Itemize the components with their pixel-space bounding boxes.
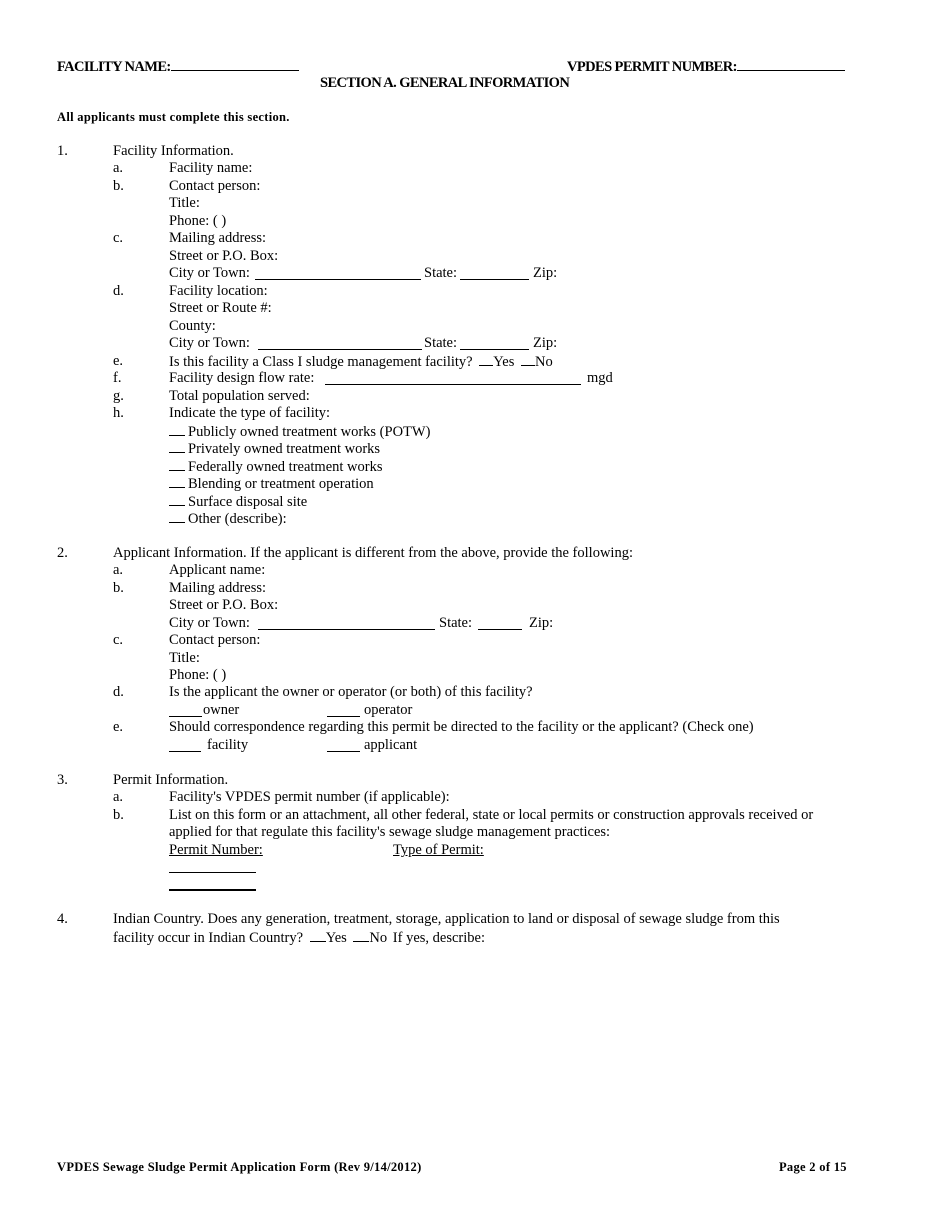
q1b-phone: Phone: ( ) (169, 213, 227, 229)
q1e-no-label: No (534, 354, 553, 370)
q3b-letter: b. (113, 807, 124, 823)
q4-line2: facility occur in Indian Country? Yes No If yes, describe: (113, 930, 485, 946)
q1d-city-blank[interactable] (258, 349, 422, 350)
checkbox-blank[interactable] (169, 458, 185, 471)
applicant-choice-label: applicant (364, 737, 418, 753)
q1e-yes-label: Yes (493, 354, 515, 370)
q1e-no-blank[interactable] (521, 353, 535, 366)
q2c-label: Contact person: (169, 632, 261, 648)
q1c-letter: c. (113, 230, 124, 246)
q1e-question: Is this facility a Class I sludge management facility? Yes No (169, 354, 553, 370)
checkbox-blank[interactable] (169, 423, 185, 436)
q2b-city-blank[interactable] (258, 629, 435, 630)
q2b-letter: b. (113, 580, 124, 596)
facility-type-option[interactable]: Other (describe): (169, 510, 287, 528)
q2-number: 2. (57, 545, 68, 561)
q1c-zip-label: Zip: (533, 265, 558, 281)
section-title: SECTION A. GENERAL INFORMATION (320, 75, 570, 91)
q1b-title: Title: (169, 195, 200, 211)
q4-number: 4. (57, 911, 68, 927)
q4-yes-blank[interactable] (310, 929, 326, 942)
footer-form-title: VPDES Sewage Sludge Permit Application Form (Rev 9/14/2012) (57, 1160, 422, 1174)
q3-number: 3. (57, 772, 68, 788)
q2b-label: Mailing address: (169, 580, 267, 596)
q3a-letter: a. (113, 789, 124, 805)
q3-title: Permit Information. (113, 772, 229, 788)
q1f-flow-blank[interactable] (325, 384, 581, 385)
checkbox-blank[interactable] (169, 510, 185, 523)
q1e-letter: e. (113, 353, 124, 369)
q4-no-label: No (369, 930, 388, 946)
facility-type-option[interactable]: Publicly owned treatment works (POTW) (169, 423, 430, 441)
q1a-label: Facility name: (169, 160, 253, 176)
q1d-county: County: (169, 318, 216, 334)
q2c-title: Title: (169, 650, 200, 666)
q1d-zip-label: Zip: (533, 335, 558, 351)
q2b-state-label: State: (439, 615, 473, 631)
q2b-zip-label: Zip: (529, 615, 554, 631)
q1f-letter: f. (113, 370, 122, 386)
applicant-choice-blank[interactable] (327, 751, 360, 752)
owner-label: owner (203, 702, 240, 718)
q1b-letter: b. (113, 178, 124, 194)
q3a-label: Facility's VPDES permit number (if applicable): (169, 789, 450, 805)
facility-name-label: FACILITY NAME: (57, 58, 299, 76)
facility-name-blank[interactable] (171, 58, 299, 71)
facility-type-option[interactable]: Federally owned treatment works (169, 458, 382, 476)
q1c-state-blank[interactable] (460, 279, 529, 280)
checkbox-blank[interactable] (169, 493, 185, 506)
q2d-label: Is the applicant the owner or operator (or both) of this facility? (169, 684, 533, 700)
facility-type-option[interactable]: Privately owned treatment works (169, 440, 380, 458)
permit-entry-blank[interactable] (169, 872, 256, 873)
q1c-state-label: State: (424, 265, 458, 281)
q1d-state-blank[interactable] (460, 349, 529, 350)
q4-no-blank[interactable] (353, 929, 369, 942)
q2a-label: Applicant name: (169, 562, 266, 578)
owner-blank[interactable] (169, 716, 202, 717)
q1c-city-blank[interactable] (255, 279, 421, 280)
q1f-unit: mgd (587, 370, 613, 386)
permit-number-label: VPDES PERMIT NUMBER: (567, 58, 845, 76)
q1d-label: Facility location: (169, 283, 268, 299)
q1d-letter: d. (113, 283, 124, 299)
q1-title: Facility Information. (113, 143, 234, 159)
q1c-label: Mailing address: (169, 230, 267, 246)
q2-title: Applicant Information. If the applicant is different from the above, provide the following: (113, 545, 633, 561)
q1b-label: Contact person: (169, 178, 261, 194)
permit-number-blank[interactable] (737, 58, 845, 71)
facility-choice-label: facility (207, 737, 249, 753)
q4-line1: Indian Country. Does any generation, treatment, storage, application to land or disposal of sewage sludge from this (113, 911, 780, 927)
permit-number-column-header: Permit Number: (169, 842, 263, 858)
q1d-street: Street or Route #: (169, 300, 272, 316)
q2b-state-blank[interactable] (478, 629, 522, 630)
q1h-label: Indicate the type of facility: (169, 405, 331, 421)
q2e-label: Should correspondence regarding this permit be directed to the facility or the applicant? (Check one) (169, 719, 754, 735)
q1d-city-label: City or Town: (169, 335, 250, 351)
q2c-letter: c. (113, 632, 124, 648)
q3b-line2: applied for that regulate this facility's sewage sludge management practices: (169, 824, 611, 840)
instruction-text: All applicants must complete this section. (57, 110, 290, 124)
q1c-city-label: City or Town: (169, 265, 250, 281)
q2b-city-label: City or Town: (169, 615, 250, 631)
operator-blank[interactable] (327, 716, 360, 717)
q2e-letter: e. (113, 719, 124, 735)
checkbox-blank[interactable] (169, 475, 185, 488)
q1a-letter: a. (113, 160, 124, 176)
facility-choice-blank[interactable] (169, 751, 201, 752)
q1e-yes-blank[interactable] (479, 353, 493, 366)
operator-label: operator (364, 702, 413, 718)
q3b-line1: List on this form or an attachment, all other federal, state or local permits or construction approvals received or (169, 807, 814, 823)
q1-number: 1. (57, 143, 68, 159)
permit-type-column-header: Type of Permit: (393, 842, 484, 858)
footer-page-number: Page 2 of 15 (779, 1160, 847, 1174)
q1c-street: Street or P.O. Box: (169, 248, 279, 264)
facility-type-option[interactable]: Blending or treatment operation (169, 475, 374, 493)
q2d-letter: d. (113, 684, 124, 700)
checkbox-blank[interactable] (169, 440, 185, 453)
q2a-letter: a. (113, 562, 124, 578)
q1g-label: Total population served: (169, 388, 310, 404)
q1f-label: Facility design flow rate: (169, 370, 315, 386)
q1h-letter: h. (113, 405, 124, 421)
facility-type-option[interactable]: Surface disposal site (169, 493, 307, 511)
q1d-state-label: State: (424, 335, 458, 351)
q4-yes-label: Yes (325, 930, 347, 946)
permit-entry-blank[interactable] (169, 889, 256, 891)
q2b-street: Street or P.O. Box: (169, 597, 279, 613)
q1g-letter: g. (113, 388, 124, 404)
q2c-phone: Phone: ( ) (169, 667, 227, 683)
